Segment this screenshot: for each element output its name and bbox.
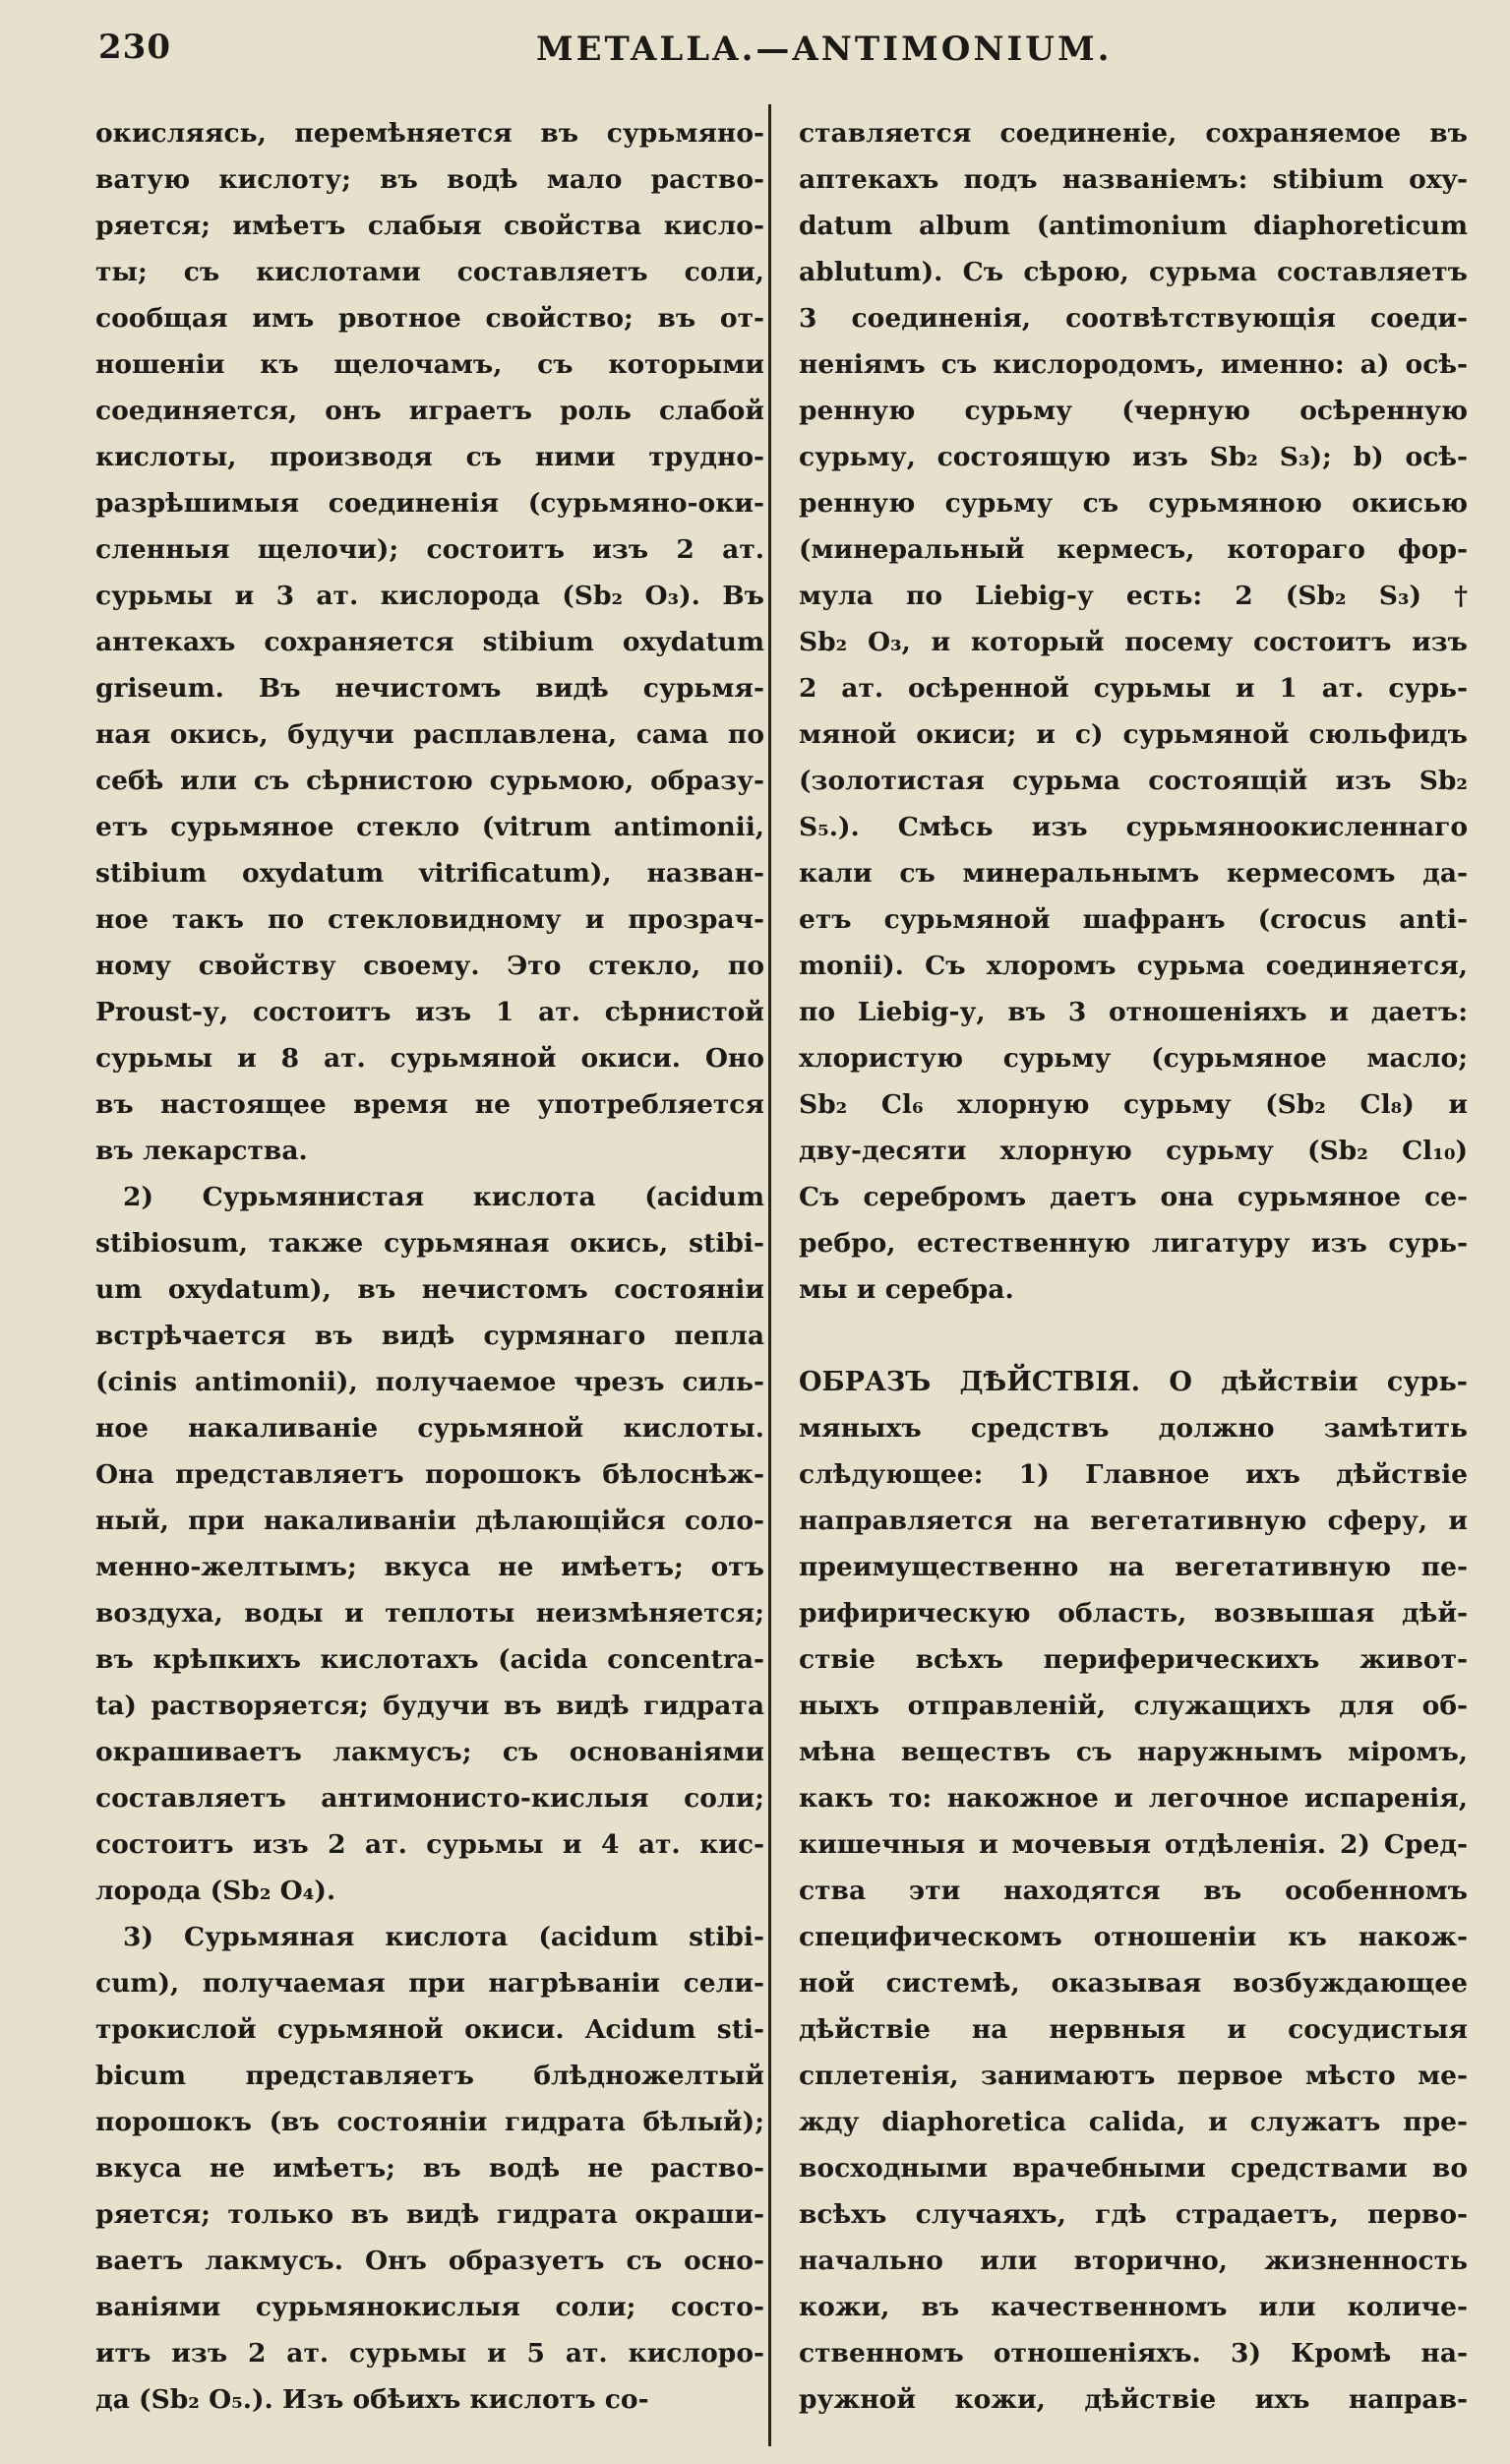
text-line: сурьму, состоящую изъ Sb₂ S₃); b) осѣ- (799, 442, 1468, 472)
text-line: етъ сурьмяной шафранъ (crocus anti- (799, 904, 1468, 935)
text-line: ныхъ отправленій, служащихъ для об- (799, 1691, 1468, 1721)
text-line: um oxydatum), въ нечистомъ состояніи (95, 1274, 764, 1305)
text-line: ное накаливаніе сурьмяной кислоты. (95, 1413, 764, 1444)
text-line: ваніями сурьмянокислыя соли; состо- (95, 2292, 764, 2322)
text-line: состоитъ изъ 2 ат. сурьмы и 4 ат. кис- (95, 1829, 764, 1860)
page-number: 230 (98, 28, 171, 67)
text-line: кислоты, производя съ ними трудно- (95, 442, 764, 472)
text-line: ствіе всѣхъ периферическихъ живот- (799, 1644, 1468, 1675)
text-line: рифирическую область, возвышая дѣй- (799, 1598, 1468, 1629)
page-header (98, 22, 1407, 79)
text-line: сообщая имъ рвотное свойство; въ от- (95, 303, 764, 334)
text-line: bicum представляетъ блѣдножелтый (95, 2061, 764, 2091)
text-line: кожи, въ качественномъ или количе- (799, 2292, 1468, 2322)
text-line: ношеніи къ щелочамъ, съ которыми (95, 349, 764, 380)
text-line: ставляется соединеніе, сохраняемое въ (799, 118, 1468, 149)
text-line: антекахъ сохраняется stibium oxydatum (95, 627, 764, 657)
text-line: 2 ат. осѣренной сурьмы и 1 ат. сурь- (799, 673, 1468, 704)
text-line: ному свойству своему. Это стекло, по (95, 951, 764, 981)
text-line: какъ то: накожное и легочное испаренія, (799, 1783, 1468, 1814)
text-line: аптекахъ подъ названіемъ: stibium oxy- (799, 164, 1468, 195)
text-line: дву-десяти хлорную сурьму (Sb₂ Cl₁₀) (799, 1136, 1468, 1166)
text-line: ный, при накаливаніи дѣлающійся соло- (95, 1506, 764, 1536)
paragraph-gap (799, 1313, 1468, 1359)
text-line: встрѣчается въ видѣ сурмянаго пепла (95, 1321, 764, 1351)
text-line: ружной кожи, дѣйствіе ихъ направ- (799, 2384, 1468, 2415)
text-line: разрѣшимыя соединенія (сурьмяно-оки- (95, 488, 764, 519)
text-line: 3) Сурьмяная кислота (acidum stibi- (123, 1922, 764, 1952)
text-line: себѣ или съ сѣрнистою сурьмою, образу- (95, 766, 764, 796)
text-line: хлористую сурьму (сурьмяное масло; (799, 1043, 1468, 1074)
text-line: datum album (antimonium diaphoreticum (799, 211, 1468, 241)
text-line: 3 соединенія, соотвѣтствующія соеди- (799, 303, 1468, 334)
text-line: ственномъ отношеніяхъ. 3) Кромѣ на- (799, 2338, 1468, 2369)
text-line: ты; съ кислотами составляетъ соли, (95, 257, 764, 287)
text-line: да (Sb₂ O₅.). Изъ обѣихъ кислотъ со- (95, 2384, 649, 2415)
text-line: порошокъ (въ состояніи гидрата бѣлый); (95, 2107, 764, 2137)
text-line: мяной окиси; и c) сурьмяной сюльфидъ (799, 719, 1468, 750)
text-line: соединяется, онъ играетъ роль слабой (95, 396, 764, 426)
text-line: (cinis antimonii), получаемое чрезъ силь- (95, 1367, 764, 1397)
text-line: (золотистая сурьма состоящій изъ Sb₂ (799, 766, 1468, 796)
text-line: ватую кислоту; въ водѣ мало раство- (95, 164, 764, 195)
text-line: въ лекарства. (95, 1136, 308, 1166)
text-line: ОБРАЗЪ ДѢЙСТВІЯ. О дѣйствіи сурь- (799, 1367, 1468, 1397)
text-line: мѣна веществъ съ наружнымъ міромъ, (799, 1737, 1468, 1767)
text-line: преимущественно на вегетативную пе- (799, 1552, 1468, 1582)
text-line: неніямъ съ кислородомъ, именно: a) осѣ- (799, 349, 1468, 380)
column-divider (768, 104, 771, 2446)
text-line: менно-желтымъ; вкуса не имѣетъ; отъ (95, 1552, 764, 1582)
text-line: составляетъ антимонисто-кислыя соли; (95, 1783, 764, 1814)
text-line: специфическомъ отношеніи къ накож- (799, 1922, 1468, 1952)
text-line: Она представляетъ порошокъ бѣлоснѣж- (95, 1459, 764, 1490)
text-line: итъ изъ 2 ат. сурьмы и 5 ат. кислоро- (95, 2338, 764, 2369)
text-line: кали съ минеральнымъ кермесомъ да- (799, 858, 1468, 889)
text-line: ta) растворяется; будучи въ видѣ гидрата (95, 1691, 764, 1721)
text-line: по Liebig-у, въ 3 отношеніяхъ и даетъ: (799, 997, 1468, 1027)
text-line: ряется; имѣетъ слабыя свойства кисло- (95, 211, 764, 241)
left-text-column (95, 110, 764, 2423)
text-line: ства эти находятся въ особенномъ (799, 1876, 1468, 1906)
text-line: лорода (Sb₂ O₄). (95, 1876, 336, 1906)
text-line: жду diaphoretica calida, и служатъ пре- (799, 2107, 1468, 2137)
text-line: Sb₂ Cl₆ хлорную сурьму (Sb₂ Cl₈) и (799, 1089, 1468, 1120)
text-line: ное такъ по стекловидному и прозрач- (95, 904, 764, 935)
text-line: мула по Liebig-у есть: 2 (Sb₂ S₃) † (799, 581, 1468, 611)
text-line: ренную сурьму съ сурьмяною окисью (799, 488, 1468, 519)
text-line: Proust-у, состоитъ изъ 1 ат. сѣрнистой (95, 997, 764, 1027)
text-line: мы и серебра. (799, 1274, 1014, 1305)
text-line: сленныя щелочи); состоитъ изъ 2 ат. (95, 534, 764, 565)
text-line: дѣйствіе на нервныя и сосудистыя (799, 2014, 1468, 2045)
text-line: трокислой сурьмяной окиси. Acidum sti- (95, 2014, 764, 2045)
text-line: сурьмы и 3 ат. кислорода (Sb₂ O₃). Въ (95, 581, 764, 611)
text-line: (минеральный кермесъ, котораго фор- (799, 534, 1468, 565)
text-line: griseum. Въ нечистомъ видѣ сурьмя- (95, 673, 764, 704)
text-line: monii). Съ хлоромъ сурьма соединяется, (799, 951, 1468, 981)
text-line: ребро, естественную лигатуру изъ сурь- (799, 1228, 1468, 1259)
text-line: Sb₂ O₃, и который посему состоитъ изъ (799, 627, 1468, 657)
text-line: ablutum). Съ сѣрою, сурьма составляетъ (799, 257, 1468, 287)
text-line: Съ серебромъ даетъ она сурьмяное се- (799, 1182, 1468, 1212)
text-line: направляется на вегетативную сферу, и (799, 1506, 1468, 1536)
text-line: ной системѣ, оказывая возбуждающее (799, 1968, 1468, 1999)
text-line: stibium oxydatum vitrificatum), назван- (95, 858, 764, 889)
text-line: въ крѣпкихъ кислотахъ (acida concentra- (95, 1644, 764, 1675)
text-line: окисляясь, перемѣняется въ сурьмяно- (95, 118, 764, 149)
text-line: кишечныя и мочевыя отдѣленія. 2) Сред- (799, 1829, 1468, 1860)
text-line: вкуса не имѣетъ; въ водѣ не раство- (95, 2153, 764, 2184)
right-text-column (799, 110, 1468, 2423)
text-line: въ настоящее время не употребляется (95, 1089, 764, 1120)
text-line: ренную сурьму (черную осѣренную (799, 396, 1468, 426)
text-line: окрашиваетъ лакмусъ; съ основаніями (95, 1737, 764, 1767)
text-line: сплетенія, занимаютъ первое мѣсто ме- (799, 2061, 1468, 2091)
text-line: етъ сурьмяное стекло (vitrum antimonii, (95, 812, 764, 842)
text-line: начально или вторично, жизненность (799, 2246, 1468, 2276)
text-line: воздуха, воды и теплоты неизмѣняется; (95, 1598, 764, 1629)
text-line: cum), получаемая при нагрѣваніи сели- (95, 1968, 764, 1999)
text-line: восходными врачебными средствами во (799, 2153, 1468, 2184)
text-line: всѣхъ случаяхъ, гдѣ страдаетъ, перво- (799, 2199, 1468, 2230)
text-line: 2) Сурьмянистая кислота (acidum (123, 1182, 764, 1212)
text-line: ная окись, будучи расплавлена, сама по (95, 719, 764, 750)
text-line: ваетъ лакмусъ. Онъ образуетъ съ осно- (95, 2246, 764, 2276)
text-line: ряется; только въ видѣ гидрата окраши- (95, 2199, 764, 2230)
text-line: S₅.). Смѣсь изъ сурьмяноокисленнаго (799, 812, 1468, 842)
text-line: сурьмы и 8 ат. сурьмяной окиси. Оно (95, 1043, 764, 1074)
text-line: слѣдующее: 1) Главное ихъ дѣйствіе (799, 1459, 1468, 1490)
running-title: METALLA.—ANTIMONIUM. (536, 30, 1113, 69)
text-line: stibiosum, также сурьмяная окись, stibi- (95, 1228, 764, 1259)
text-line: мяныхъ средствъ должно замѣтить (799, 1413, 1468, 1444)
